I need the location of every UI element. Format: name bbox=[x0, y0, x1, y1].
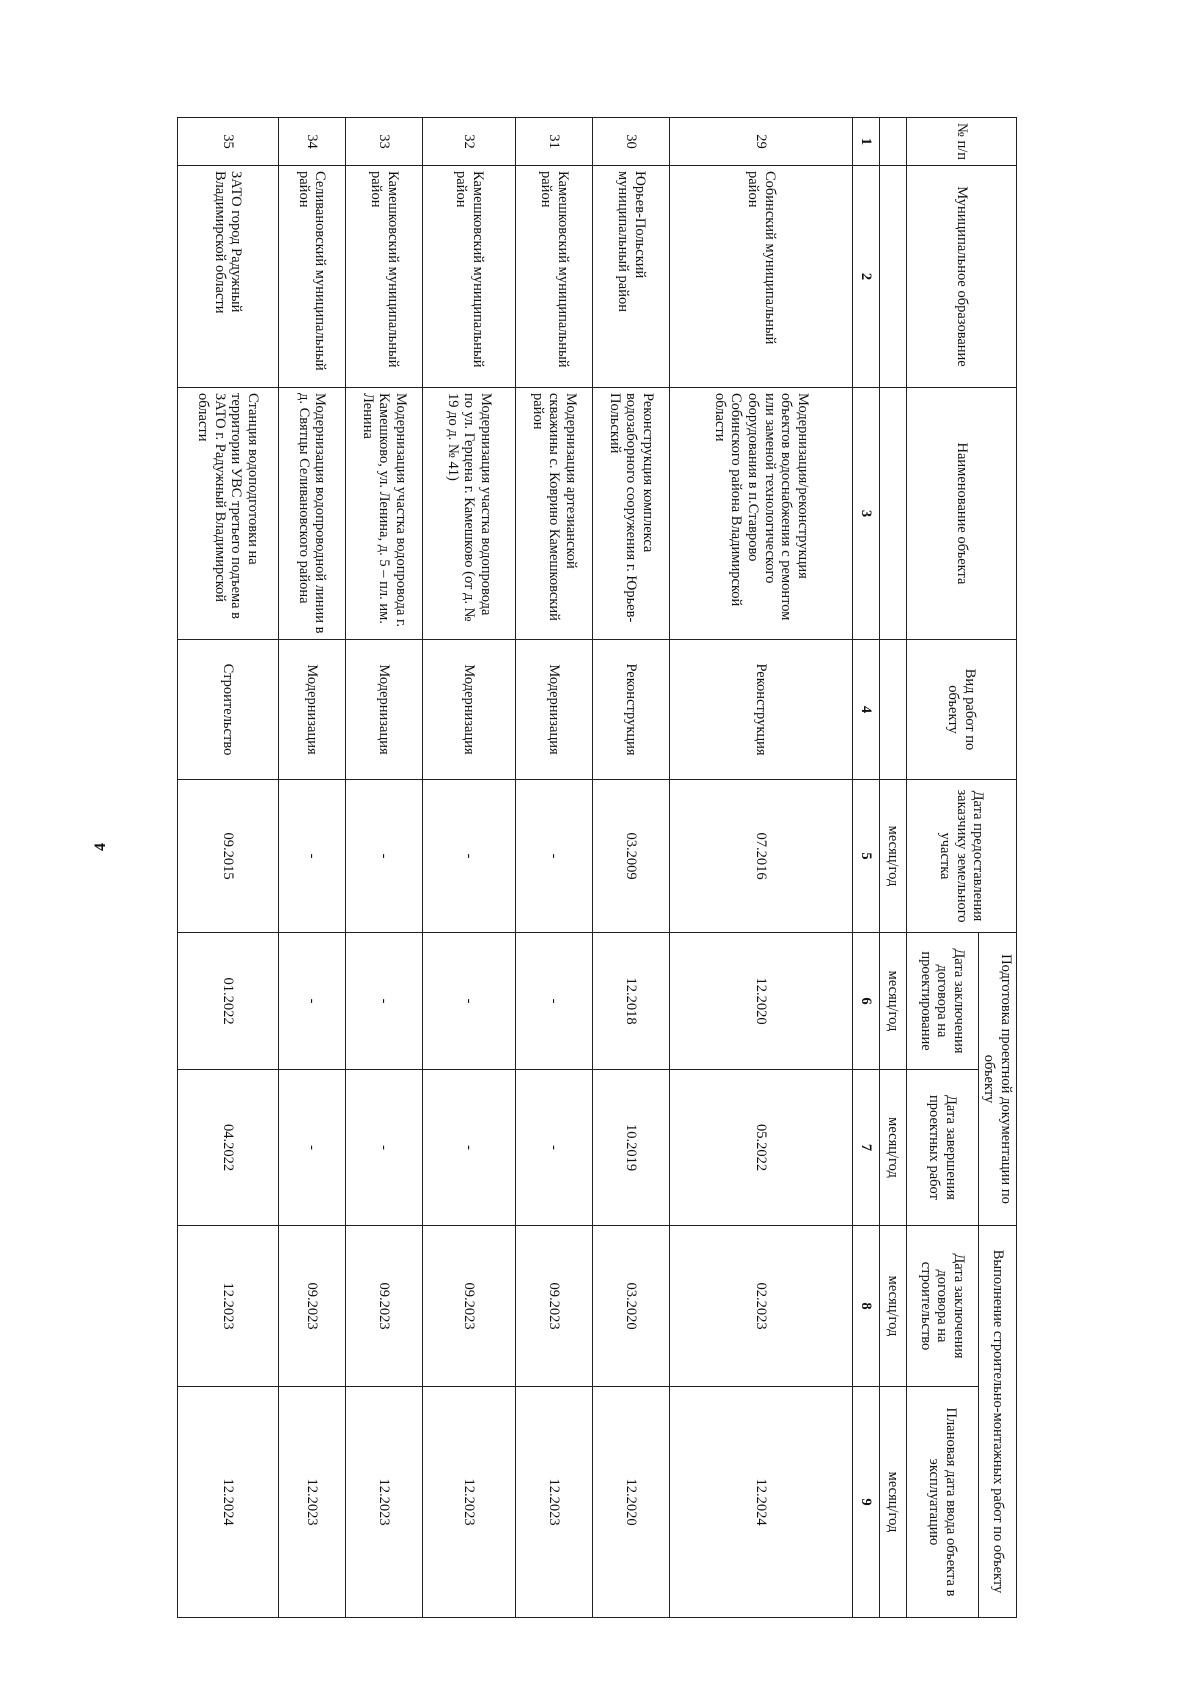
row-design-finish: - bbox=[423, 1070, 516, 1226]
header-construction-contract: Дата заключения договора на строительство bbox=[906, 1226, 978, 1387]
row-build-contract: 02.2023 bbox=[670, 1226, 852, 1387]
header-num: № п/п bbox=[906, 118, 1016, 166]
row-commissioning: 12.2024 bbox=[670, 1387, 852, 1618]
row-build-contract: 09.2023 bbox=[423, 1226, 516, 1387]
schedule-table bbox=[177, 117, 1017, 1618]
row-object: Модернизация участка водопровода по ул. Герцена г. Камешково (от д. № 19 до д. № 41) bbox=[423, 388, 516, 640]
row-design-finish: 05.2022 bbox=[670, 1070, 852, 1226]
column-number-row bbox=[852, 118, 879, 1618]
row-design-contract: 12.2020 bbox=[670, 933, 852, 1070]
unit-cell: месяц/год bbox=[879, 1226, 906, 1387]
row-design-contract: - bbox=[278, 933, 345, 1070]
row-work-type: Модернизация bbox=[423, 640, 516, 780]
row-num: 35 bbox=[178, 118, 279, 166]
row-municipality: Юрьев-Польский муниципальный район bbox=[593, 166, 670, 388]
unit-cell: месяц/год bbox=[879, 1070, 906, 1226]
table-row bbox=[278, 118, 345, 1618]
row-num: 30 bbox=[593, 118, 670, 166]
row-num: 33 bbox=[346, 118, 423, 166]
row-work-type: Строительство bbox=[178, 640, 279, 780]
row-build-contract: 03.2020 bbox=[593, 1226, 670, 1387]
row-design-finish: - bbox=[515, 1070, 592, 1226]
column-number: 8 bbox=[852, 1226, 879, 1387]
row-num: 31 bbox=[515, 118, 592, 166]
row-design-finish: 04.2022 bbox=[178, 1070, 279, 1226]
header-land-date: Дата предоставления заказчику земельного участка bbox=[906, 780, 1016, 933]
table-row bbox=[423, 118, 516, 1618]
row-land-date: - bbox=[346, 780, 423, 933]
unit-cell: месяц/год bbox=[879, 1387, 906, 1618]
row-commissioning: 12.2023 bbox=[423, 1387, 516, 1618]
row-object: Реконструкция комплекса водозаборного сооружения г. Юрьев-Польский bbox=[593, 388, 670, 640]
row-work-type: Модернизация bbox=[346, 640, 423, 780]
row-object: Модернизация участка водопровода г. Камешково, ул. Ленина, д. 5 – пл. им. Ленина bbox=[346, 388, 423, 640]
header-design-group: Подготовка проектной документации по объекту bbox=[978, 933, 1016, 1226]
column-number: 7 bbox=[852, 1070, 879, 1226]
row-design-contract: 12.2018 bbox=[593, 933, 670, 1070]
row-num: 32 bbox=[423, 118, 516, 166]
column-number: 5 bbox=[852, 780, 879, 933]
row-build-contract: 09.2023 bbox=[515, 1226, 592, 1387]
header-work-type: Вид работ по объекту bbox=[906, 640, 1016, 780]
row-num: 34 bbox=[278, 118, 345, 166]
header-object-name: Наименование объекта bbox=[906, 388, 1016, 640]
rotated-table-container bbox=[177, 117, 1017, 1617]
column-number: 6 bbox=[852, 933, 879, 1070]
table-row bbox=[670, 118, 852, 1618]
column-number: 2 bbox=[852, 166, 879, 388]
row-municipality: Камешковский муниципальный район bbox=[346, 166, 423, 388]
row-object: Модернизация водопроводной линии в д. Святцы Селивановского района bbox=[278, 388, 345, 640]
row-municipality: Собинский муниципальный район bbox=[670, 166, 852, 388]
row-land-date: 03.2009 bbox=[593, 780, 670, 933]
unit-cell: месяц/год bbox=[879, 933, 906, 1070]
row-commissioning: 12.2020 bbox=[593, 1387, 670, 1618]
row-commissioning: 12.2023 bbox=[346, 1387, 423, 1618]
table-row bbox=[593, 118, 670, 1618]
row-object: Станция водоподготовки на территории УВС третьего подъема в ЗАТО г. Радужный Владимирской области bbox=[178, 388, 279, 640]
column-number: 4 bbox=[852, 640, 879, 780]
row-design-finish: - bbox=[346, 1070, 423, 1226]
row-commissioning: 12.2023 bbox=[278, 1387, 345, 1618]
column-number: 1 bbox=[852, 118, 879, 166]
row-land-date: - bbox=[423, 780, 516, 933]
row-municipality: Камешковский муниципальный район bbox=[423, 166, 516, 388]
table-row bbox=[346, 118, 423, 1618]
header-commissioning: Плановая дата ввода объекта в эксплуатацию bbox=[906, 1387, 978, 1618]
row-design-finish: 10.2019 bbox=[593, 1070, 670, 1226]
row-build-contract: 09.2023 bbox=[346, 1226, 423, 1387]
column-number: 9 bbox=[852, 1387, 879, 1618]
table-row bbox=[178, 118, 279, 1618]
row-design-contract: - bbox=[346, 933, 423, 1070]
row-land-date: - bbox=[278, 780, 345, 933]
header-design-finish: Дата завершения проектных работ bbox=[906, 1070, 978, 1226]
row-object: Модернизация/реконструкция объектов водоснабжения с ремонтом или заменой технологического оборудования в п.Ставрово Собинского района Владимирской области bbox=[670, 388, 852, 640]
row-num: 29 bbox=[670, 118, 852, 166]
unit-cell: месяц/год bbox=[879, 780, 906, 933]
row-work-type: Модернизация bbox=[515, 640, 592, 780]
row-design-finish: - bbox=[278, 1070, 345, 1226]
row-work-type: Реконструкция bbox=[670, 640, 852, 780]
row-work-type: Модернизация bbox=[278, 640, 345, 780]
row-object: Модернизация артезианской скважины с. Коврино Камешковский район bbox=[515, 388, 592, 640]
row-design-contract: - bbox=[423, 933, 516, 1070]
row-work-type: Реконструкция bbox=[593, 640, 670, 780]
row-land-date: 09.2015 bbox=[178, 780, 279, 933]
column-number: 3 bbox=[852, 388, 879, 640]
row-commissioning: 12.2024 bbox=[178, 1387, 279, 1618]
table-row bbox=[515, 118, 592, 1618]
row-municipality: Камешковский муниципальный район bbox=[515, 166, 592, 388]
header-construction-group: Выполнение строительно-монтажных работ по объекту bbox=[978, 1226, 1016, 1618]
page-number: 4 bbox=[92, 843, 109, 851]
row-design-contract: 01.2022 bbox=[178, 933, 279, 1070]
row-commissioning: 12.2023 bbox=[515, 1387, 592, 1618]
row-municipality: Селивановский муниципальный район bbox=[278, 166, 345, 388]
header-design-contract: Дата заключения договора на проектирование bbox=[906, 933, 978, 1070]
unit-row bbox=[879, 118, 906, 1618]
row-build-contract: 12.2023 bbox=[178, 1226, 279, 1387]
row-municipality: ЗАТО город Радужный Владимирской области bbox=[178, 166, 279, 388]
header-municipality: Муниципальное образование bbox=[906, 166, 1016, 388]
row-land-date: 07.2016 bbox=[670, 780, 852, 933]
row-build-contract: 09.2023 bbox=[278, 1226, 345, 1387]
row-land-date: - bbox=[515, 780, 592, 933]
row-design-contract: - bbox=[515, 933, 592, 1070]
